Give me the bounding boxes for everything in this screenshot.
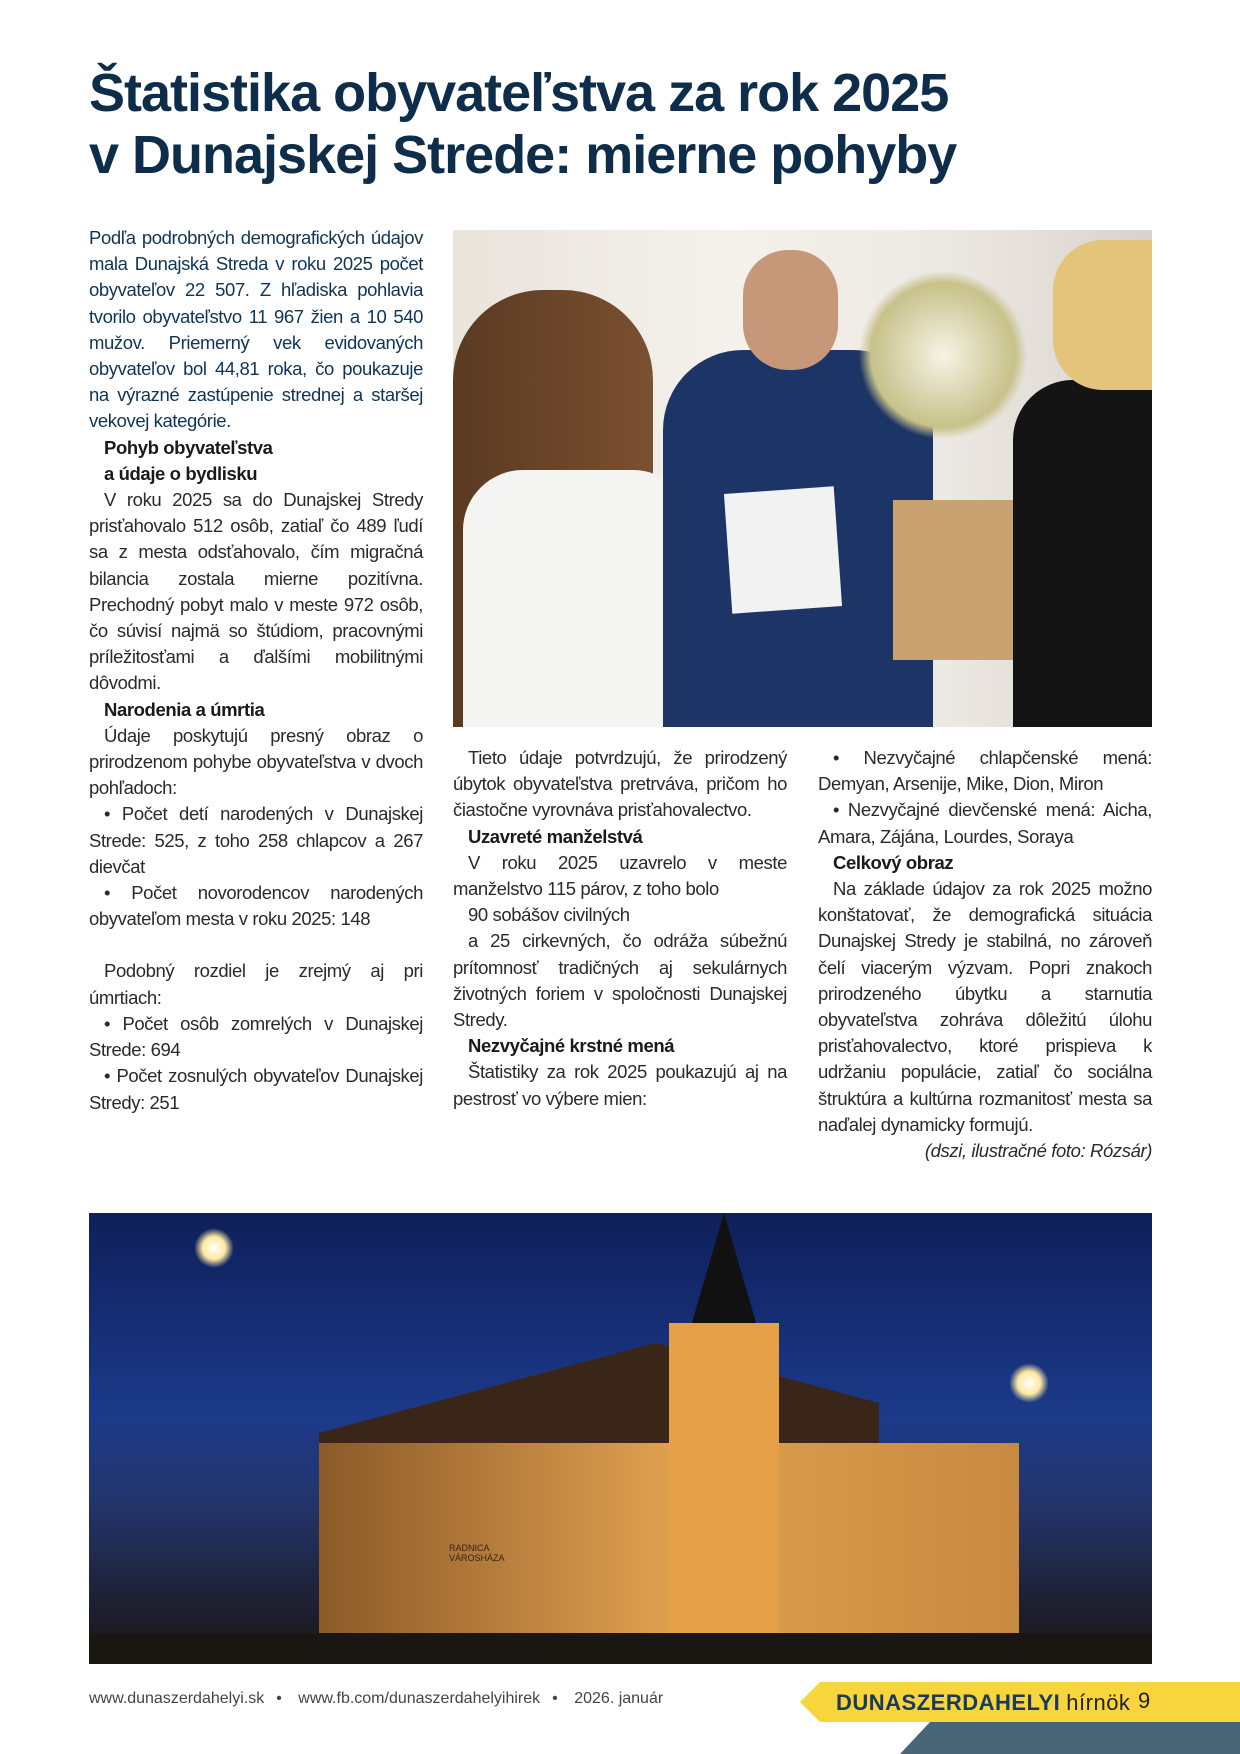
photo-award-ceremony xyxy=(453,230,1152,727)
footer-website-link[interactable]: www.dunaszerdahelyi.sk xyxy=(89,1690,265,1707)
paragraph: Štatistiky za rok 2025 poukazujú aj na pestrosť vo výbere mien: xyxy=(453,1061,787,1109)
photo-spire xyxy=(689,1213,759,1333)
page-number: 9 xyxy=(1138,1688,1151,1713)
paragraph: Podobný rozdiel je zrejmý aj pri úmrtiach: xyxy=(89,960,423,1008)
paragraph: Údaje poskytujú presný obraz o prirodzenom pohybe obyvateľstva v dvoch pohľadoch: xyxy=(89,724,423,799)
photo-building-sign: RADNICA VÁROSHÁZA xyxy=(449,1543,505,1563)
section-heading: Uzavreté manželstvá xyxy=(468,825,643,847)
bullet-item: • Nezvyčajné chlapčenské mená: Demyan, Arsenije, Mike, Dion, Miron xyxy=(818,747,1152,795)
photo-town-hall-night xyxy=(89,1213,1152,1664)
section-heading: Narodenia a úmrtia xyxy=(104,698,265,720)
paragraph: a 25 cirkevných, čo odráža súbežnú prítomnosť tradičných aj sekulárnych životných foriem v spoločnosti Dunajskej Stredy. xyxy=(453,930,787,1031)
photo-street-light xyxy=(1009,1363,1049,1403)
column-left xyxy=(89,225,423,1116)
section-heading: Pohyb obyvateľstva a údaje o bydlisku xyxy=(104,436,273,484)
bullet-item: • Nezvyčajné dievčenské mená: Aicha, Amara, Zájána, Lourdes, Soraya xyxy=(818,799,1152,847)
publication-logo: DUNASZERDAHELYI hírnök xyxy=(836,1690,1131,1715)
photo-white-sweater xyxy=(463,470,693,727)
paragraph: Na základe údajov za rok 2025 možno konštatovať, že demografická situácia Dunajskej Stredy je stabilná, no zároveň čelí viacerým výzvam. Popri znakoch prirodzeného úbytku a starnutia obyvateľstva zohráva dôležitú úlohu prisťahovalectvo, ktoré prispieva k udržaniu populácie, zatiaľ čo sociálna štruktúra a kultúrna rozmanitosť mesta sa naďalej dynamicky formujú. xyxy=(818,878,1152,1135)
photo-certificate xyxy=(724,486,842,613)
photo-tower xyxy=(669,1323,779,1643)
section-heading: Celkový obraz xyxy=(833,851,954,873)
photo-street xyxy=(89,1633,1152,1664)
footer: www.dunaszerdahelyi.sk • www.fb.com/dunaszerdahelyihirek • 2026. január xyxy=(89,1690,664,1707)
paragraph: V roku 2025 uzavrelo v meste manželstvo 115 párov, z toho bolo xyxy=(453,851,787,900)
lead-paragraph: Podľa podrobných demografických údajov mala Dunajská Streda v roku 2025 počet obyvateľov 22 507. Z hľadiska pohlavia tvorilo obyvateľstvo 11 967 žien a 10 540 mužov. Priemerný vek evidovaných obyvateľov bol 44,81 roka, čo poukazuje na výrazné zastúpenie strednej a staršej vekovej kategórie. xyxy=(89,227,423,432)
bullet-item: • Počet novorodencov narodených obyvateľom mesta v roku 2025: 148 xyxy=(89,882,423,930)
column-right xyxy=(818,745,1152,1164)
photo-figure-woman xyxy=(1013,380,1152,727)
photo-woman-hair xyxy=(1053,240,1152,390)
paragraph: V roku 2025 sa do Dunajskej Stredy prisťahovalo 512 osôb, zatiaľ čo 489 ľudí sa z mesta odsťahovalo, čím migračná bilancia zostala mierne pozitívna. Prechodný pobyt malo v meste 972 osôb, čo súvisí najmä so štúdiom, pracovnými príležitosťami a ďalšími mobilitnými dôvodmi. xyxy=(89,489,423,694)
paragraph: Tieto údaje potvrdzujú, že prirodzený úbytok obyvateľstva pretrváva, pričom ho čiastočne vyrovnáva prisťahovalectvo. xyxy=(453,747,787,821)
photo-man-head xyxy=(743,250,838,370)
bullet-item: • Počet zosnulých obyvateľov Dunajskej Stredy: 251 xyxy=(89,1065,423,1113)
paragraph: 90 sobášov civilných xyxy=(468,904,630,926)
photo-street-light xyxy=(194,1228,234,1268)
column-middle xyxy=(453,745,787,1112)
photo-credit: (dszi, ilustračné foto: Rózsár) xyxy=(924,1140,1152,1162)
footer-facebook-link[interactable]: www.fb.com/dunaszerdahelyihirek xyxy=(298,1690,541,1707)
bullet-item: • Počet detí narodených v Dunajskej Strede: 525, z toho 258 chlapcov a 267 dievčat xyxy=(89,803,423,877)
footer-slate-band xyxy=(900,1722,1240,1754)
bullet-item: • Počet osôb zomrelých v Dunajskej Strede: 694 xyxy=(89,1012,423,1061)
page-title: Štatistika obyvateľstva za rok 2025 v Dunajskej Strede: mierne pohyby xyxy=(89,63,957,185)
photo-flowers xyxy=(858,270,1028,440)
footer-date: 2026. január xyxy=(574,1690,664,1707)
section-heading: Nezvyčajné krstné mená xyxy=(468,1035,675,1057)
